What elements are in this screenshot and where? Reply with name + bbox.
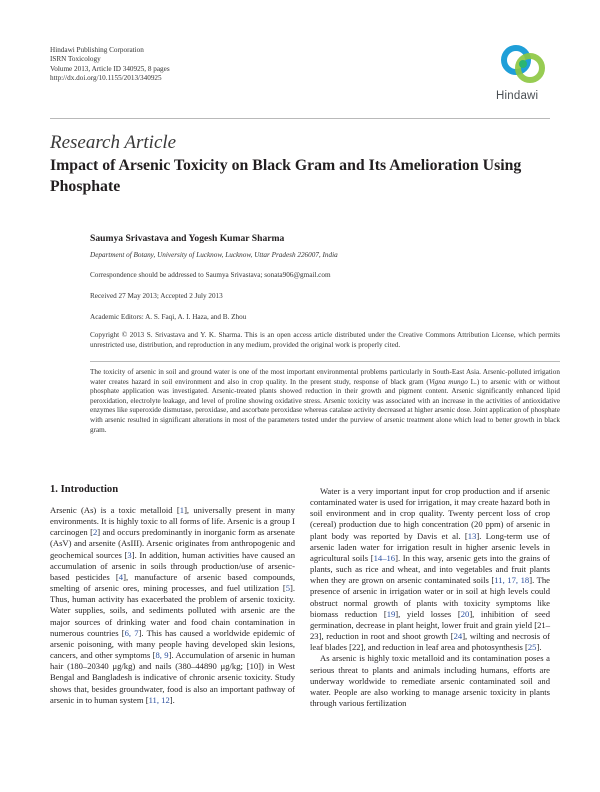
text-run: Water is a very important input for crop production and if arsenic contaminated water is used for irrigation, it may create hazard both in soil environment and in crop quality. Twenty percent loss of crop (cereal) production due to high concentration (20 ppm) of arsenic in plant body was reported by Davis et al. [ xyxy=(310,486,550,541)
intro-paragraph-3: As arsenic is highly toxic metalloid and its contamination poses a serious threat to plants and animals including humans, efforts are underway worldwide to remediate arsenic contaminated soil and water. People are also working to manage arsenic toxicity in plants through various fertilization xyxy=(310,653,550,708)
text-run: ]. The presence of arsenic in irrigation water or in soil at high levels could obstruct normal growth of plants with toxicity symptoms like biomass reduction [ xyxy=(310,575,550,619)
intro-right-column xyxy=(310,486,550,709)
text-run: Arsenic (As) is a toxic metalloid [ xyxy=(50,505,180,515)
article-type: Research Article xyxy=(50,132,177,153)
citation-link[interactable]: 24 xyxy=(453,631,463,642)
text-run: ]. xyxy=(169,694,175,705)
abstract-text-2: L.) to arsenic with or without phosphate application was investigated. Arsenic-treated plants showed reduction in their growth and pigment content. Arsenic significantly enhanced lipid peroxidation, electrolyte leakage, and level of proline showing oxidative stress. Arsenic toxicity was associated with an increase in the activities of antioxidative enzymes like superoxide dismutase, peroxidase, and ascorbate peroxidase whereas catalase activity decreased at higher arsenic dose. Joint application of phosphate with arsenic resulted in significant alterations in most of the parameters tested under the purview of arsenic treatment alone which lead to better growth in black gram. xyxy=(90,377,561,434)
copyright-notice: Copyright © 2013 S. Srivastava and Y. K. Sharma. This is an open access article distributed under the Creative Commons Attribution License, which permits unrestricted use, distribution, and reproduction in any medium, provided the original work is properly cited. xyxy=(90,331,560,349)
text-run: ], wilting and necrosis of leaf blades [22], and reduction in leaf area and photosynthesis [ xyxy=(310,631,550,653)
citation-link[interactable]: 6, 7 xyxy=(124,627,139,638)
citation-link[interactable]: 1 xyxy=(179,505,185,515)
received-accepted-dates: Received 27 May 2013; Accepted 2 July 2013 xyxy=(90,292,223,300)
text-run: ]. Accumulation of arsenic in human hair (180–20340 μg/kg) and nails (380–44890 μg/kg; [10]) in West Bengal and Bangladesh is indicative of chronic arsenic toxicity. Study shows that, besides groundwater, food is also an important pathway of arsenic in to human system [ xyxy=(50,650,296,705)
text-run: ]. In addition, human activities have caused an accumulation of arsenic in soils through production/use of arsenic-based pesticides [ xyxy=(50,549,295,582)
doi-link[interactable]: http://dx.doi.org/10.1155/2013/340925 xyxy=(50,74,162,83)
abstract xyxy=(90,368,560,435)
text-run: ]. xyxy=(536,642,542,653)
citation-link[interactable]: 19 xyxy=(386,608,396,619)
citation-link[interactable]: 25 xyxy=(527,642,537,653)
citation-link[interactable]: 14–16 xyxy=(373,552,396,563)
text-run: ]. In this way, arsenic gets into the grains of plants, such as rice and wheat, and into vegetables and fruit plants when they are grown on arsenic contaminated soils [ xyxy=(310,552,550,586)
logo-wordmark: Hindawi xyxy=(496,90,539,102)
abstract-divider xyxy=(90,361,560,362)
citation-link[interactable]: 11, 17, 18 xyxy=(494,575,530,586)
text-run: ], manufacture of arsenic based compounds, smelting of arsenic ores, mining processes, and fuel utilization [ xyxy=(50,571,295,594)
text-run: ]. Long-term use of arsenic laden water for irrigation result in higher arsenic levels in agricultural soils [ xyxy=(310,530,550,563)
text-run: ]. Thus, human activity has exacerbated the problem of arsenic toxicity. Water supplies, soils, and sediments polluted with arsenic are the major sources of drinking water and food chain contamination in numerous countries [ xyxy=(50,583,295,638)
header-divider xyxy=(50,118,550,119)
citation-link[interactable]: 5 xyxy=(285,583,290,594)
text-run: ] and occurs predominantly in inorganic form as arsenate (AsV) and arsenite (AsIII). Arsenic originates from anthropogenic and geochemical sources [ xyxy=(50,527,295,560)
hindawi-logo-icon xyxy=(492,40,554,90)
intro-paragraph-1 xyxy=(50,505,295,706)
text-run: ], yield losses [ xyxy=(395,608,461,619)
author-list: Saumya Srivastava and Yogesh Kumar Sharma xyxy=(90,233,285,244)
citation-link[interactable]: 4 xyxy=(118,571,124,582)
affiliation: Department of Botany, University of Lucknow, Lucknow, Uttar Pradesh 226007, India xyxy=(90,251,338,259)
journal-meta xyxy=(50,46,170,84)
hindawi-logo xyxy=(492,40,554,106)
abstract-text-1: The toxicity of arsenic in soil and ground water is one of the most important environmental problems particularly in South-East Asia. Arsenic-polluted irrigation water creates hazard in soil environment and also in crop quality. In the present study, response of black gram ( xyxy=(90,368,560,386)
text-run: ], inhibition of seed germination, decrease in plant height, lower fruit and grain yield [21–23], reduction in root and shoot growth [ xyxy=(310,608,550,642)
citation-link[interactable]: 11, 12 xyxy=(148,694,170,705)
intro-left-column xyxy=(50,505,295,706)
species-name: Vigna mungo xyxy=(428,377,468,386)
citation-link[interactable]: 13 xyxy=(467,530,477,541)
citation-link[interactable]: 8, 9 xyxy=(155,650,169,661)
citation-link[interactable]: 2 xyxy=(92,527,98,538)
publisher-name: Hindawi Publishing Corporation xyxy=(50,46,144,54)
journal-name: ISRN Toxicology xyxy=(50,55,101,64)
section-heading-introduction: 1. Introduction xyxy=(50,484,119,495)
citation-link[interactable]: 20 xyxy=(460,608,470,619)
academic-editors: Academic Editors: A. S. Faqi, A. I. Haza, and B. Zhou xyxy=(90,313,247,321)
article-title: Impact of Arsenic Toxicity on Black Gram and Its Amelioration Using Phosphate xyxy=(50,157,522,195)
citation-link[interactable]: 3 xyxy=(127,549,132,560)
correspondence: Correspondence should be addressed to Saumya Srivastava; sonata906@gmail.com xyxy=(90,271,331,279)
volume-line: Volume 2013, Article ID 340925, 8 pages xyxy=(50,64,170,73)
text-run: ], universally present in many environments. It is highly toxic to all forms of life. Arsenic is a group I carcinogen [ xyxy=(50,505,295,538)
text-run: ]. This has caused a worldwide epidemic of arsenic poisoning, with many people having developed skin lesions, cancers, and other symptoms [ xyxy=(50,627,295,661)
intro-paragraph-2 xyxy=(310,486,550,653)
